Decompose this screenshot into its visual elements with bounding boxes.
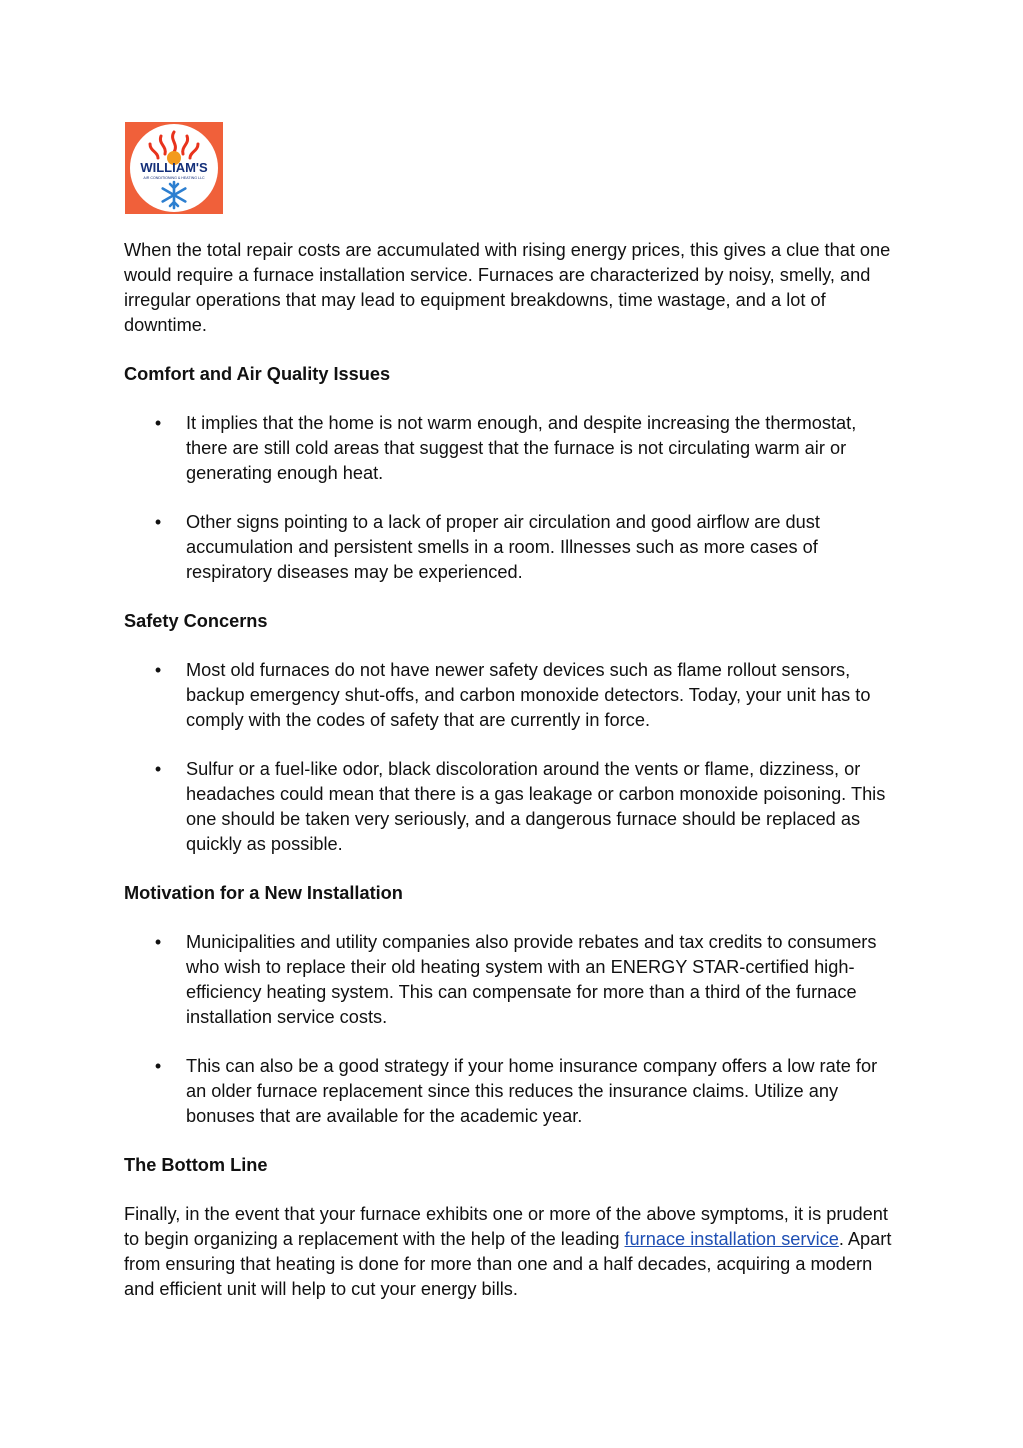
list-item-text: Sulfur or a fuel-like odor, black discoloration around the vents or flame, dizziness, or headaches could mean that there is a gas leakage or carbon monoxide poisoning. This one should be taken very seriously, and a dangerous furnace should be replaced as quickly as possible.: [186, 759, 886, 854]
list-item: [124, 1054, 899, 1129]
list-item-text: Municipalities and utility companies also provide rebates and tax credits to consumers who wish to replace their old heating system with an ENERGY STAR-certified high-efficiency heating system. This can compensate for more than a third of the furnace installation service costs.: [186, 932, 877, 1027]
furnace-installation-service-link[interactable]: furnace installation service: [624, 1229, 839, 1249]
list-item: [124, 930, 899, 1030]
conclusion-text-end: . Apart from ensuring that heating is done for more than one and a half decades, acquiring a modern and efficient unit will help to cut your energy bills.: [124, 1229, 892, 1299]
logo-graphic: [125, 122, 223, 214]
list-item: [124, 658, 899, 733]
section-heading-comfort: Comfort and Air Quality Issues: [124, 364, 391, 384]
section-heading-motivation: Motivation for a New Installation: [124, 883, 403, 903]
list-item-text: Most old furnaces do not have newer safety devices such as flame rollout sensors, backup emergency shut-offs, and carbon monoxide detectors. Today, your unit has to comply with the codes of safety that are currently in force.: [186, 660, 871, 730]
bullet-icon: •: [154, 932, 162, 952]
list-item: [124, 757, 899, 857]
logo-tagline-text: AIR CONDITIONING & HEATING LLC: [143, 176, 205, 180]
list-item-text: Other signs pointing to a lack of proper air circulation and good airflow are dust accumulation and persistent smells in a room. Illnesses such as more cases of respiratory diseases may be experienced.: [186, 512, 820, 582]
safety-list: [124, 658, 899, 857]
bullet-icon: •: [154, 413, 162, 433]
conclusion-text-start: Finally, in the event that your furnace exhibits one or more of the above symptoms, it is prudent to begin organizing a replacement with the help of the leading: [124, 1204, 888, 1249]
bullet-icon: •: [154, 1056, 162, 1076]
section-heading-bottom-line: The Bottom Line: [124, 1155, 268, 1175]
section-heading-safety: Safety Concerns: [124, 611, 268, 631]
conclusion-paragraph: [124, 1202, 899, 1302]
list-item: [124, 411, 899, 486]
list-item-text: It implies that the home is not warm enough, and despite increasing the thermostat, there are still cold areas that suggest that the furnace is not circulating warm air or generating enough heat.: [186, 413, 857, 483]
bullet-icon: •: [154, 759, 162, 779]
comfort-list: [124, 411, 899, 585]
logo-brand-text: WILLIAM'S: [140, 160, 208, 175]
bullet-icon: •: [154, 512, 162, 532]
bullet-icon: •: [154, 660, 162, 680]
motivation-list: [124, 930, 899, 1129]
intro-paragraph: When the total repair costs are accumulated with rising energy prices, this gives a clue that one would require a furnace installation service. Furnaces are characterized by noisy, smelly, and irregular operations that may lead to equipment breakdowns, time wastage, and a lot of downtime.: [124, 240, 891, 335]
list-item: [124, 510, 899, 585]
list-item-text: This can also be a good strategy if your home insurance company offers a low rate for an older furnace replacement since this reduces the insurance claims. Utilize any bonuses that are available for the academic year.: [186, 1056, 878, 1126]
company-logo: [125, 122, 223, 214]
document-body: [124, 238, 899, 1326]
